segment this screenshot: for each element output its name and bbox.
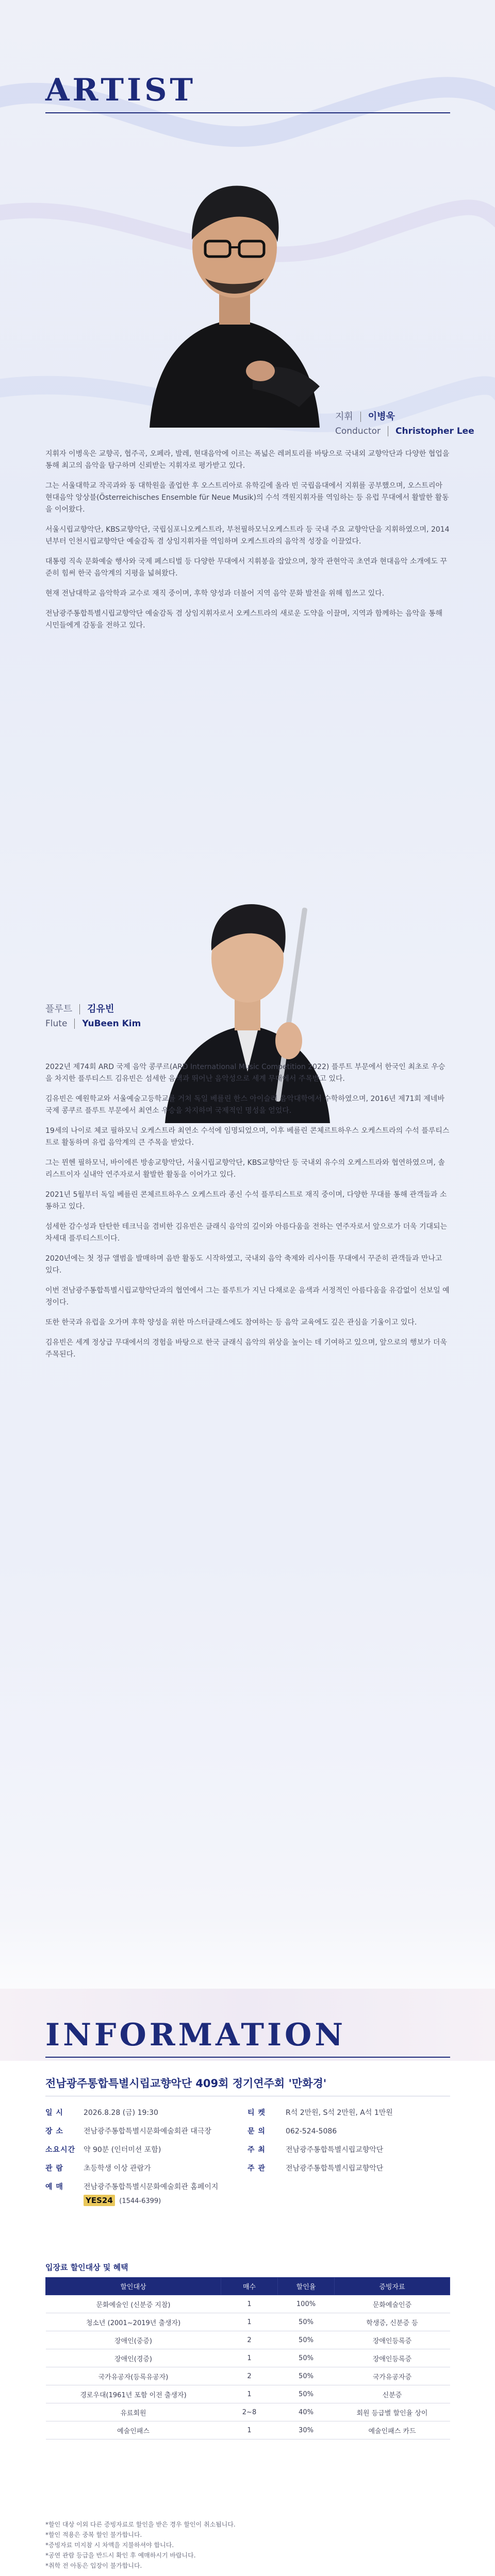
table-row — [46, 2421, 450, 2439]
detail-inquiry — [248, 2126, 450, 2137]
note-line: *할인 대상 이외 다른 증빙자료로 할인을 받은 경우 할인이 취소됩니다. — [45, 2521, 236, 2528]
table-cell: 1 — [221, 2385, 278, 2403]
table-cell: 신분증 — [335, 2385, 450, 2403]
table-row — [46, 2385, 450, 2403]
table-cell: 장애인(중증) — [46, 2331, 221, 2349]
detail-booking — [45, 2181, 248, 2207]
detail-value: 전남광주통합특별시립교향악단 — [286, 2146, 384, 2154]
discount-notes — [45, 2519, 450, 2571]
table-cell: 회원 등급별 할인율 상이 — [335, 2403, 450, 2421]
detail-label: 주 관 — [248, 2164, 266, 2173]
detail-organizer — [248, 2163, 450, 2174]
detail-ticket — [248, 2107, 450, 2119]
yes24-phone: (1544-6399) — [119, 2197, 161, 2205]
flutist-role-en: Flute — [45, 1019, 68, 1029]
table-cell: 30% — [278, 2421, 335, 2439]
detail-age — [45, 2163, 248, 2174]
table-header-cell: 할인대상 — [46, 2278, 221, 2295]
flutist-name-en: YuBeen Kim — [82, 1019, 141, 1029]
flutist-name-ko: 김유빈 — [87, 1004, 114, 1014]
bio-paragraph: 그는 뮌헨 필하모닉, 바이에른 방송교향악단, 서울시립교향악단, KBS교향악단 등 국내외 유수의 오케스트라와 협연하였으며, 솔리스트이자 실내악 연주자로서 활발한 활동을 이어가고 있다. — [45, 1159, 445, 1179]
table-header-cell: 매수 — [221, 2278, 278, 2295]
flutist-role-block — [45, 1002, 141, 1031]
conductor-role-en: Conductor — [335, 426, 381, 436]
table-cell: 장애인등록증 — [335, 2331, 450, 2349]
information-section-title: INFORMATION — [45, 2017, 346, 2053]
table-cell: 경로우대(1961년 포함 이전 출생자) — [46, 2385, 221, 2403]
detail-value: 초등학생 이상 관람가 — [84, 2164, 151, 2173]
artist-section-title: ARTIST — [45, 72, 196, 108]
table-cell: 1 — [221, 2313, 278, 2331]
detail-label: 일 시 — [45, 2109, 63, 2117]
table-cell: 2~8 — [221, 2403, 278, 2421]
bio-paragraph: 대통령 직속 문화예술 행사와 국제 페스티벌 등 다양한 무대에서 지휘봉을 잡았으며, 창작 관현악곡 초연과 현대음악 소개에도 꾸준히 힘써 한국 음악계의 지평을 넓혀왔다. — [45, 557, 447, 578]
table-cell: 50% — [278, 2367, 335, 2385]
discount-table-body — [46, 2295, 450, 2439]
bio-paragraph: 19세의 나이로 체코 필하모닉 오케스트라 최연소 수석에 임명되었으며, 이후 베를린 콘체르트하우스 오케스트라의 수석 플루티스트로 활동하며 유럽 음악계의 큰 주목을 받았다. — [45, 1127, 450, 1147]
concert-details — [45, 2107, 450, 2207]
table-cell: 100% — [278, 2295, 335, 2313]
detail-date — [45, 2107, 248, 2119]
table-row — [46, 2367, 450, 2385]
bio-paragraph: 전남광주통합특별시립교향악단 예술감독 겸 상임지휘자로서 오케스트라의 새로운 도약을 이끌며, 지역과 함께하는 음악을 통해 시민들에게 감동을 전하고 있다. — [45, 609, 443, 630]
conductor-name-en: Christopher Lee — [395, 426, 474, 436]
note-line: *취학 전 아동은 입장이 불가합니다. — [45, 2562, 142, 2569]
table-header-cell: 할인율 — [278, 2278, 335, 2295]
title-underline — [45, 2057, 450, 2058]
information-section — [0, 1989, 495, 2576]
table-row — [46, 2295, 450, 2313]
detail-label: 티 켓 — [248, 2109, 266, 2117]
detail-label: 소요시간 — [45, 2146, 76, 2154]
table-cell: 40% — [278, 2403, 335, 2421]
table-cell: 50% — [278, 2349, 335, 2367]
detail-value[interactable]: 062-524-5086 — [286, 2127, 337, 2136]
note-line: *공연 관람 등급을 반드시 확인 후 예매하시기 바랍니다. — [45, 2552, 196, 2559]
table-row — [46, 2331, 450, 2349]
table-cell: 예술인패스 — [46, 2421, 221, 2439]
bio-paragraph: 지휘자 이병욱은 교향곡, 협주곡, 오페라, 발레, 현대음악에 이르는 폭넓은 레퍼토리를 바탕으로 국내외 교향악단과 다양한 협업을 통해 최고의 음악을 탐구하며 신뢰받는 지휘자로 평가받고 있다. — [45, 450, 450, 470]
detail-label: 장 소 — [45, 2127, 63, 2136]
table-cell: 1 — [221, 2349, 278, 2367]
bio-paragraph: 2020년에는 첫 정규 앨범을 발매하며 음반 활동도 시작하였고, 국내외 음악 축제와 리사이틀 무대에서 꾸준히 관객들과 만나고 있다. — [45, 1255, 442, 1275]
detail-value: 전남광주통합특별시립교향악단 — [286, 2164, 384, 2173]
title-underline — [45, 112, 450, 113]
table-cell: 예술인패스 카드 — [335, 2421, 450, 2439]
table-cell: 청소년 (2001~2019년 출생자) — [46, 2313, 221, 2331]
bio-paragraph: 섬세한 감수성과 탄탄한 테크닉을 겸비한 김유빈은 클래식 음악의 깊이와 아름다움을 전하는 연주자로서 앞으로가 더욱 기대되는 차세대 플루티스트이다. — [45, 1223, 448, 1243]
divider — [74, 1019, 75, 1029]
note-line: *증빙자료 미지참 시 차액을 지불하셔야 합니다. — [45, 2541, 174, 2549]
flutist-bio — [45, 1061, 450, 1369]
detail-value: 전남광주통합특별시문화예술회관 대극장 — [84, 2127, 211, 2136]
detail-label: 관 람 — [45, 2164, 63, 2173]
table-header-row — [46, 2278, 450, 2295]
flutist-role-ko: 플루트 — [45, 1004, 73, 1014]
table-cell: 1 — [221, 2295, 278, 2313]
table-cell: 50% — [278, 2385, 335, 2403]
detail-value: 2026.8.28 (금) 19:30 — [84, 2109, 158, 2117]
detail-venue — [45, 2126, 248, 2137]
note-line: *할인 적용은 중복 할인 불가합니다. — [45, 2531, 142, 2538]
table-cell: 장애인(경증) — [46, 2349, 221, 2367]
bio-paragraph: 김유빈은 예원학교와 서울예술고등학교를 거쳐 독일 베를린 한스 아이슬러 음악대학에서 수학하였으며, 2016년 제71회 제네바 국제 콩쿠르 플루트 부문에서 최연소 우승을 차지하며 국제적인 명성을 얻었다. — [45, 1095, 444, 1115]
table-cell: 국가유공자(등록유공자) — [46, 2367, 221, 2385]
table-cell: 문화예술인증 — [335, 2295, 450, 2313]
table-cell: 50% — [278, 2313, 335, 2331]
discount-table — [45, 2277, 450, 2439]
detail-duration — [45, 2144, 248, 2156]
detail-value: R석 2만원, S석 2만원, A석 1만원 — [286, 2109, 393, 2117]
conductor-role-ko: 지휘 — [335, 411, 353, 422]
bio-paragraph: 2021년 5월부터 독일 베를린 콘체르트하우스 오케스트라 종신 수석 플루티스트로 재직 중이며, 다양한 무대를 통해 관객들과 소통하고 있다. — [45, 1191, 447, 1211]
table-cell: 문화예술인 (신분증 지참) — [46, 2295, 221, 2313]
conductor-bio — [45, 448, 450, 640]
detail-label: 예 매 — [45, 2183, 63, 2191]
table-cell: 2 — [221, 2331, 278, 2349]
table-header-cell: 증빙자료 — [335, 2278, 450, 2295]
bio-paragraph: 2022년 제74회 ARD 국제 음악 콩쿠르(ARD International Music Competition 2022) 플루트 부문에서 한국인 최초로 우승을 차지한 플루티스트 김유빈은 섬세한 음색과 뛰어난 음악성으로 세계 무대에서 주목받고 있다. — [45, 1063, 446, 1083]
divider — [79, 1004, 80, 1014]
concert-title: 전남광주통합특별시립교향악단 409회 정기연주회 '만화경' — [45, 2077, 327, 2090]
table-cell: 장애인등록증 — [335, 2349, 450, 2367]
conductor-role-block — [335, 410, 474, 438]
conductor-name-ko: 이병욱 — [368, 411, 395, 422]
table-cell: 50% — [278, 2331, 335, 2349]
divider — [360, 412, 361, 422]
detail-label: 문 의 — [248, 2127, 266, 2136]
table-cell: 학생증, 신분증 등 — [335, 2313, 450, 2331]
bio-paragraph: 서울시립교향악단, KBS교향악단, 국립심포니오케스트라, 부천필하모닉오케스트라 등 국내 주요 교향악단을 지휘하였으며, 2014년부터 인천시립교향악단 예술감독 겸 상임지휘자를 역임하며 오케스트라의 음악적 성장을 이끌었다. — [45, 526, 450, 546]
table-row — [46, 2313, 450, 2331]
bio-paragraph: 그는 서울대학교 작곡과와 동 대학원을 졸업한 후 오스트리아로 유학길에 올라 빈 국립음대에서 지휘를 공부했으며, 오스트리아 현대음악 앙상블(Österreichisches Ensemble für Neue Musik)의 수석 객원지휘자를 역임하는 등 유럽 무대에서 활발한 활동을 이어왔다. — [45, 482, 449, 514]
bio-paragraph: 현재 전남대학교 음악학과 교수로 재직 중이며, 후학 양성과 더불어 지역 음악 문화 발전을 위해 힘쓰고 있다. — [45, 589, 385, 598]
table-cell: 1 — [221, 2421, 278, 2439]
conductor-photo — [113, 129, 356, 428]
detail-value — [84, 2181, 248, 2207]
table-cell: 2 — [221, 2367, 278, 2385]
discount-title: 입장료 할인대상 및 혜택 — [45, 2263, 128, 2272]
bio-paragraph: 이번 전남광주통합특별시립교향악단과의 협연에서 그는 플루트가 지닌 다채로운 음색과 서정적인 아름다움을 유감없이 선보일 예정이다. — [45, 1286, 450, 1307]
table-row — [46, 2349, 450, 2367]
booking-site-link[interactable]: 전남광주통합특별시문화예술회관 홈페이지 — [84, 2183, 219, 2191]
detail-value: 약 90분 (인터미션 포함) — [84, 2146, 161, 2154]
yes24-logo[interactable]: YES24 — [84, 2195, 115, 2206]
detail-label: 주 최 — [248, 2146, 266, 2154]
detail-host — [248, 2144, 450, 2156]
table-cell: 유료회원 — [46, 2403, 221, 2421]
bio-paragraph: 또한 한국과 유럽을 오가며 후학 양성을 위한 마스터클래스에도 참여하는 등 음악 교육에도 깊은 관심을 기울이고 있다. — [45, 1318, 417, 1327]
bio-paragraph: 김유빈은 세계 정상급 무대에서의 경험을 바탕으로 한국 클래식 음악의 위상을 높이는 데 기여하고 있으며, 앞으로의 행보가 더욱 주목된다. — [45, 1338, 447, 1359]
table-cell: 국가유공자증 — [335, 2367, 450, 2385]
table-row — [46, 2403, 450, 2421]
